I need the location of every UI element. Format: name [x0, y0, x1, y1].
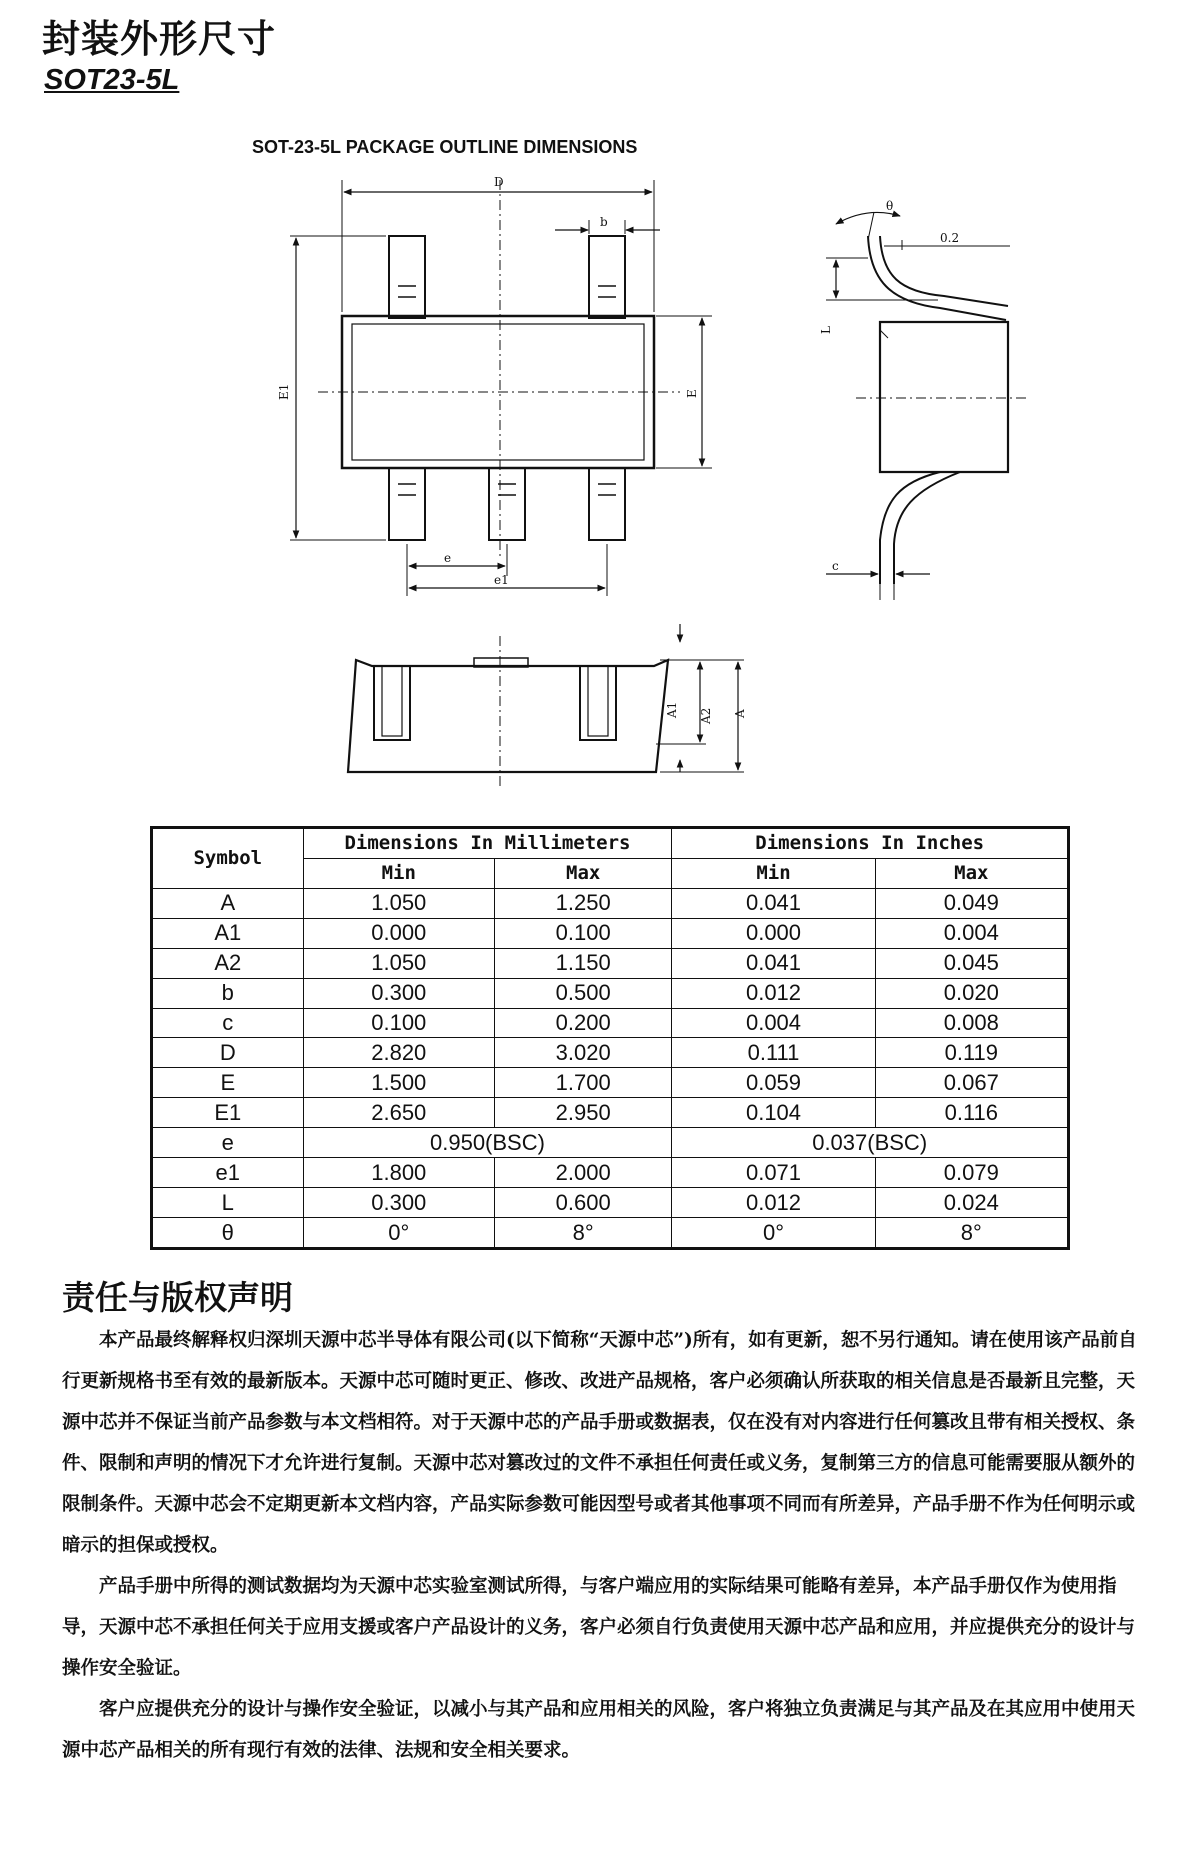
label-e1: e1 [494, 573, 509, 587]
upper-lead-left [389, 236, 425, 318]
cell-in-min: 0.012 [672, 1188, 875, 1218]
cell-mm-min: 2.820 [303, 1038, 494, 1068]
cell-in-max: 0.067 [875, 1068, 1068, 1098]
symbol-header: Symbol [152, 828, 304, 889]
label-D: D [494, 175, 504, 189]
disclaimer-paragraph-1: 本产品最终解释权归深圳天源中芯半导体有限公司(以下简称“天源中芯”)所有，如有更新，恕不另行通知。请在使用该产品前自行更新规格书至有效的最新版本。天源中芯可随时更正、修改、改进产品规格，客户必须确认所获取的相关信息是否最新且完整，天源中芯并不保证当前产品参数与本文档相符。对于天源中芯的产品手册或数据表，仅在没有对内容进行任何篡改且带有相关授权、条件、限制和声明的情况下才允许进行复制。天源中芯对篡改过的文件不承担任何责任或义务，复制第三方的信息可能需要服从额外的限制条件。天源中芯会不定期更新本文档内容，产品实际参数可能因型号或者其他事项不同而有所差异，产品手册不作为任何明示或暗示的担保或授权。 [62, 1330, 1137, 1556]
cell-mm-max: 0.100 [494, 918, 671, 948]
mm-header: Dimensions In Millimeters [303, 828, 672, 859]
lower-lead-2 [489, 468, 525, 540]
cell-symbol: A2 [152, 948, 304, 978]
cell-symbol: E1 [152, 1098, 304, 1128]
in-max-header: Max [875, 858, 1068, 888]
label-A2: A2 [699, 707, 713, 724]
cell-in-max: 0.020 [875, 978, 1068, 1008]
cell-in-max: 0.049 [875, 888, 1068, 918]
disclaimer-body [62, 1320, 1152, 1771]
cell-mm-max: 3.020 [494, 1038, 671, 1068]
cell-mm-min: 0.300 [303, 1188, 494, 1218]
cell-symbol: E [152, 1068, 304, 1098]
cell-in-bsc: 0.037(BSC) [672, 1128, 1069, 1158]
cell-mm-max: 1.250 [494, 888, 671, 918]
cell-mm-min: 0.300 [303, 978, 494, 1008]
table-row [152, 1008, 1069, 1038]
drawing-heading: SOT-23-5L PACKAGE OUTLINE DIMENSIONS [252, 137, 638, 157]
cell-in-min: 0.104 [672, 1098, 875, 1128]
cell-in-max: 8° [875, 1218, 1068, 1249]
cell-symbol: A [152, 888, 304, 918]
cell-mm-max: 2.000 [494, 1158, 671, 1188]
cell-mm-min: 2.650 [303, 1098, 494, 1128]
label-gauge: 0.2 [940, 231, 960, 245]
cell-symbol: e1 [152, 1158, 304, 1188]
cell-symbol: c [152, 1008, 304, 1038]
cell-mm-min: 1.050 [303, 888, 494, 918]
upper-lead-right [589, 236, 625, 318]
table-row [152, 1188, 1069, 1218]
cell-in-min: 0.111 [672, 1038, 875, 1068]
table-row [152, 1128, 1069, 1158]
lower-lead-3 [589, 468, 625, 540]
table-row [152, 948, 1069, 978]
label-theta: θ [886, 199, 894, 213]
cell-mm-min: 1.500 [303, 1068, 494, 1098]
cell-in-min: 0.012 [672, 978, 875, 1008]
table-row [152, 1038, 1069, 1068]
label-E1: E1 [277, 383, 291, 400]
package-name: SOT23-5L [44, 64, 180, 96]
cell-in-max: 0.004 [875, 918, 1068, 948]
cell-in-max: 0.116 [875, 1098, 1068, 1128]
cell-mm-min: 0.000 [303, 918, 494, 948]
table-row [152, 1218, 1069, 1249]
cell-in-min: 0.004 [672, 1008, 875, 1038]
page-title: 封装外形尺寸 [42, 17, 277, 61]
package-outline-drawing [0, 0, 1200, 800]
table-row [152, 978, 1069, 1008]
cell-mm-min: 0° [303, 1218, 494, 1249]
cell-symbol: D [152, 1038, 304, 1068]
mm-max-header: Max [494, 858, 671, 888]
cell-symbol: e [152, 1128, 304, 1158]
disclaimer-paragraph-2: 产品手册中所得的测试数据均为天源中芯实验室测试所得，与客户端应用的实际结果可能略有差异，本产品手册仅作为使用指导，天源中芯不承担任何关于应用支援或客户产品设计的义务，客户必须自行负责使用天源中芯产品和应用，并应提供充分的设计与操作安全验证。 [62, 1576, 1136, 1679]
cell-in-min: 0° [672, 1218, 875, 1249]
cell-in-max: 0.045 [875, 948, 1068, 978]
cell-in-min: 0.000 [672, 918, 875, 948]
cell-mm-max: 0.600 [494, 1188, 671, 1218]
in-min-header: Min [672, 858, 875, 888]
cell-mm-max: 1.700 [494, 1068, 671, 1098]
label-c: c [832, 559, 839, 573]
front-view [348, 624, 744, 790]
cell-symbol: A1 [152, 918, 304, 948]
cell-symbol: L [152, 1188, 304, 1218]
cell-symbol: b [152, 978, 304, 1008]
label-e: e [444, 551, 452, 565]
disclaimer-title: 责任与版权声明 [62, 1278, 293, 1317]
cell-in-min: 0.071 [672, 1158, 875, 1188]
cell-mm-bsc: 0.950(BSC) [303, 1128, 672, 1158]
end-view-body [880, 322, 1008, 472]
label-A1: A1 [665, 701, 679, 718]
label-A: A [733, 709, 747, 718]
cell-in-min: 0.041 [672, 888, 875, 918]
top-view [290, 180, 712, 596]
cell-mm-max: 0.200 [494, 1008, 671, 1038]
cell-in-max: 0.024 [875, 1188, 1068, 1218]
inch-header: Dimensions In Inches [672, 828, 1069, 859]
end-view [826, 212, 1030, 600]
lower-lead-1 [389, 468, 425, 540]
mm-min-header: Min [303, 858, 494, 888]
label-L: L [819, 326, 833, 334]
cell-in-max: 0.079 [875, 1158, 1068, 1188]
cell-mm-min: 1.800 [303, 1158, 494, 1188]
cell-mm-max: 8° [494, 1218, 671, 1249]
table-row [152, 1158, 1069, 1188]
cell-in-min: 0.059 [672, 1068, 875, 1098]
label-b: b [600, 215, 608, 229]
cell-symbol: θ [152, 1218, 304, 1249]
cell-in-max: 0.119 [875, 1038, 1068, 1068]
table-row [152, 1098, 1069, 1128]
table-row [152, 888, 1069, 918]
cell-mm-max: 0.500 [494, 978, 671, 1008]
dimensions-table [150, 826, 1070, 1250]
cell-mm-min: 1.050 [303, 948, 494, 978]
table-row [152, 918, 1069, 948]
cell-in-max: 0.008 [875, 1008, 1068, 1038]
cell-mm-max: 2.950 [494, 1098, 671, 1128]
cell-mm-max: 1.150 [494, 948, 671, 978]
cell-in-min: 0.041 [672, 948, 875, 978]
cell-mm-min: 0.100 [303, 1008, 494, 1038]
disclaimer-paragraph-3: 客户应提供充分的设计与操作安全验证，以减小与其产品和应用相关的风险，客户将独立负责满足与其产品及在其应用中使用天源中芯产品相关的所有现行有效的法律、法规和安全相关要求。 [62, 1699, 1136, 1761]
table-row [152, 1068, 1069, 1098]
label-E: E [685, 389, 699, 398]
front-view-body [348, 660, 668, 772]
